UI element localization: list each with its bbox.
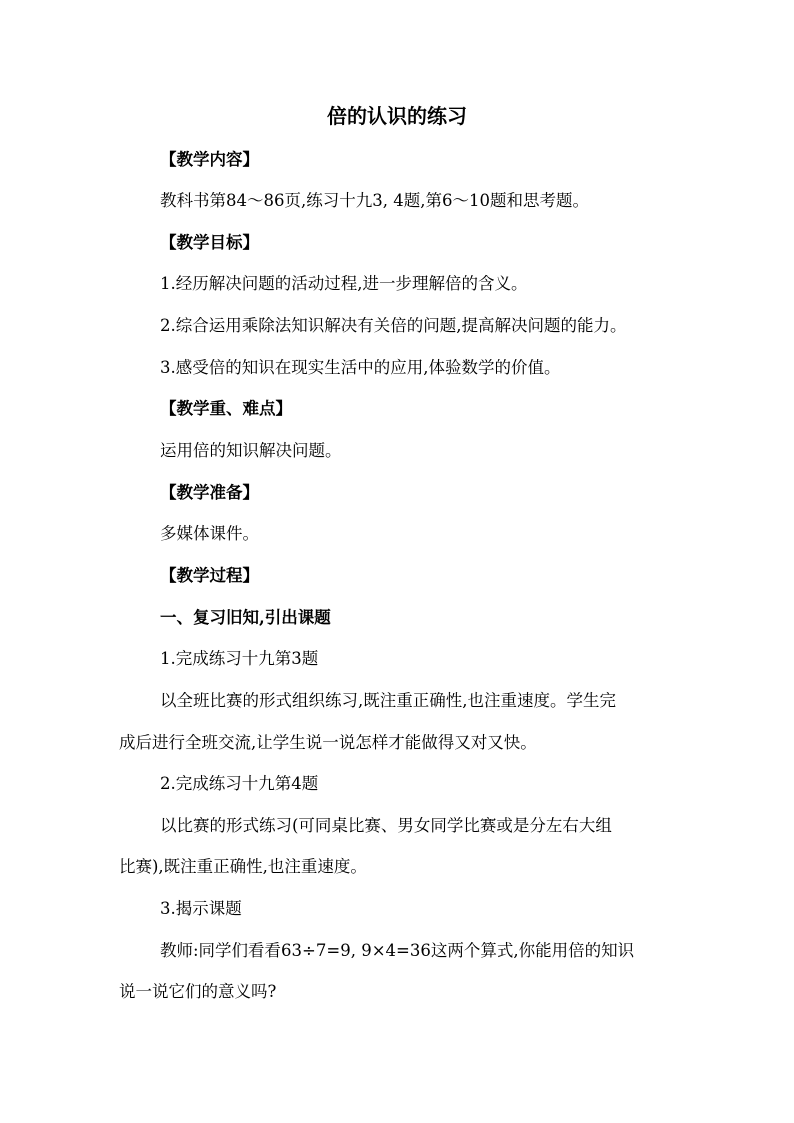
- preparation-heading: 【教学准备】: [160, 483, 259, 502]
- key-points-heading: 【教学重、难点】: [160, 399, 292, 418]
- document-title: 倍的认识的练习: [327, 104, 467, 128]
- key-points-text: 运用倍的知识解决问题。: [160, 441, 342, 460]
- step-3-text-line-1: 教师:同学们看看63÷7=9, 9×4=36这两个算式,你能用倍的知识: [160, 941, 635, 960]
- step-2-text-line-1: 以比赛的形式练习(可同桌比赛、男女同学比赛或是分左右大组: [160, 816, 612, 835]
- section-1-heading: 一、复习旧知,引出课题: [160, 608, 331, 627]
- teaching-goals-heading: 【教学目标】: [160, 233, 259, 252]
- teaching-content-text: 教科书第84～86页,练习十九3, 4题,第6～10题和思考题。: [160, 191, 589, 210]
- goal-3: 3.感受倍的知识在现实生活中的应用,体验数学的价值。: [160, 358, 561, 377]
- step-1-title: 1.完成练习十九第3题: [160, 649, 319, 668]
- step-1-text-line-1: 以全班比赛的形式组织练习,既注重正确性,也注重速度。学生完: [160, 691, 616, 710]
- step-1-text-line-2: 成后进行全班交流,让学生说一说怎样才能做得又对又快。: [119, 733, 537, 752]
- step-2-title: 2.完成练习十九第4题: [160, 774, 319, 793]
- preparation-text: 多媒体课件。: [160, 524, 259, 543]
- goal-2: 2.综合运用乘除法知识解决有关倍的问题,提高解决问题的能力。: [160, 316, 627, 335]
- step-3-title: 3.揭示课题: [160, 899, 242, 918]
- step-3-text-line-2: 说一说它们的意义吗?: [119, 982, 277, 1001]
- process-heading: 【教学过程】: [160, 566, 259, 585]
- step-2-text-line-2: 比赛),既注重正确性,也注重速度。: [119, 857, 367, 876]
- teaching-content-heading: 【教学内容】: [160, 150, 259, 169]
- goal-1: 1.经历解决问题的活动过程,进一步理解倍的含义。: [160, 274, 528, 293]
